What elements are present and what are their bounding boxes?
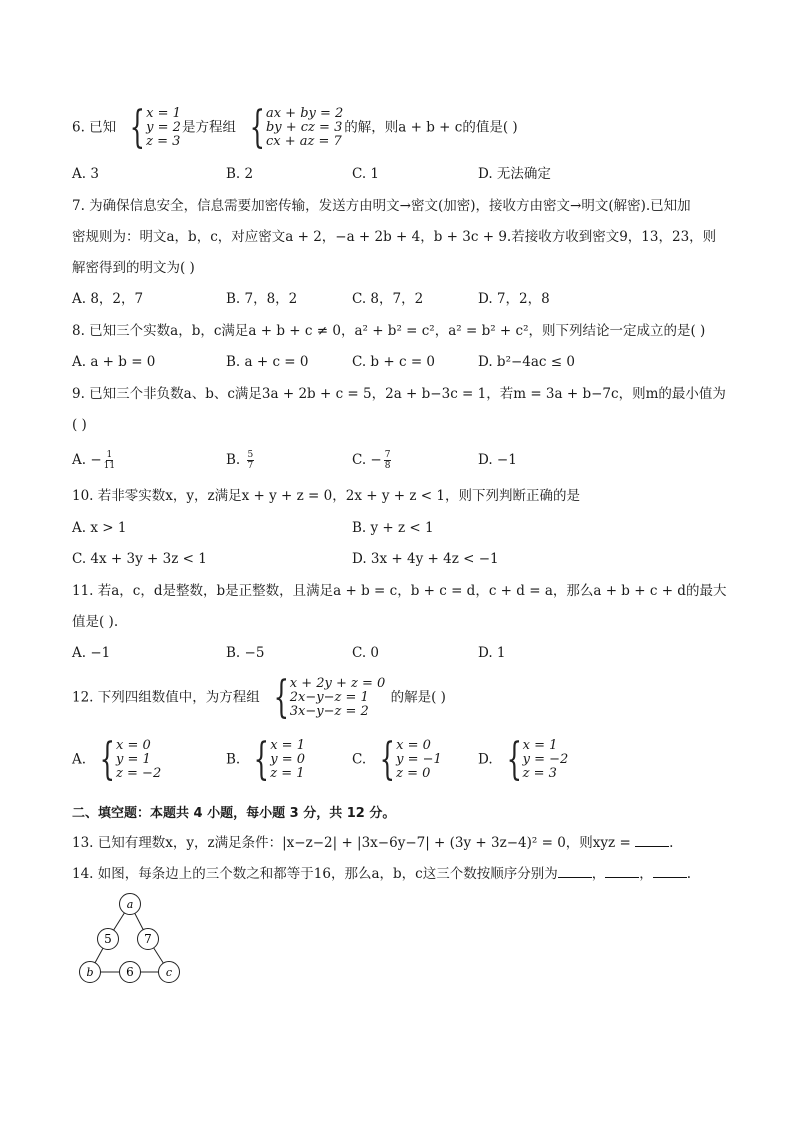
section-heading-fill-in: 二、填空题：本题共 4 小题，每小题 3 分，共 12 分。 <box>72 806 396 821</box>
q12-option-a-label: A. <box>72 751 87 768</box>
q9-option-a[interactable] <box>72 450 115 471</box>
triangle-number-diagram <box>70 888 190 988</box>
q14-text: 14. 如图，每条边上的三个数之和都等于16，那么a，b，c这三个数按顺序分别为 <box>72 866 558 882</box>
node-b-label: b <box>86 966 94 979</box>
q7-line-1: 7. 为确保信息安全，信息需要加密传输，发送方由明文→密文(加密)，接收方由密文→明文(解密).已知加 <box>72 198 691 214</box>
system-line: y = −1 <box>396 752 442 767</box>
question-14 <box>72 863 722 884</box>
q6-suffix: 的解，则a + b + c的值是( ) <box>344 119 518 136</box>
q9-option-b-label: B. <box>226 452 245 468</box>
question-13 <box>72 832 722 853</box>
q12-equation-system: { x + 2y + z = 0 2x−y−z = 1 3x−y−z = 2 <box>273 672 386 723</box>
fraction-denominator: 8 <box>384 461 391 471</box>
node-7-label: 7 <box>144 932 152 946</box>
system-line: x = 1 <box>522 738 558 753</box>
fraction-denominator: 7 <box>247 461 254 471</box>
system-line: x = 0 <box>116 738 151 753</box>
q11-line-1: 11. 若a，c，d是整数，b是正整数，且满足a + b = c，b + c = d，c + d = a，那么a + b + c + d的最大 <box>72 583 727 599</box>
q12-option-d[interactable] <box>478 734 569 785</box>
q12-option-b-system: { x = 1 y = 0 z = 1 <box>253 734 305 785</box>
q9-option-c[interactable] <box>352 450 391 471</box>
q7-line-2: 密规则为：明文a，b，c，对应密文a + 2，−a + 2b + 4，b + 3c + 9.若接收方收到密文9，13，23，则 <box>72 229 717 245</box>
system-line: z = 1 <box>270 766 305 781</box>
q9-option-c-label: C. − <box>352 452 382 468</box>
q12-option-b[interactable] <box>226 734 306 785</box>
node-a-label: a <box>126 898 134 911</box>
q7-line-3: 解密得到的明文为( ) <box>72 260 195 276</box>
q9-option-b-fraction <box>247 450 255 471</box>
q6-option-d[interactable]: D. 无法确定 <box>478 166 551 182</box>
q6-sys1-line: x = 1 <box>146 106 181 121</box>
q6-solution-system: { x = 1 y = 2 z = 3 <box>129 102 181 153</box>
q8-option-a[interactable]: A. a + b = 0 <box>72 354 156 370</box>
q7-option-a[interactable]: A. 8，2，7 <box>72 291 144 307</box>
q13-answer-blank[interactable] <box>635 832 669 847</box>
q11-option-a[interactable]: A. −1 <box>72 645 111 661</box>
q6-sys2-line: ax + by = 2 <box>265 106 344 121</box>
q12-option-c-label: C. <box>352 751 367 768</box>
q7-option-b[interactable]: B. 7，8，2 <box>226 291 298 307</box>
q12-sys-line: x + 2y + z = 0 <box>289 676 386 691</box>
fraction-numerator: 7 <box>384 450 391 460</box>
q6-option-a[interactable]: A. 3 <box>72 166 99 182</box>
q14-answer-blank-a[interactable] <box>558 863 592 878</box>
q10-option-b[interactable]: B. y + z < 1 <box>352 520 434 536</box>
q12-option-b-label: B. <box>226 751 241 768</box>
q12-suffix: 的解是( ) <box>390 689 446 706</box>
q7-option-d[interactable]: D. 7，2，8 <box>478 291 550 307</box>
q6-sys1-line: z = 3 <box>146 134 181 149</box>
fraction-denominator: 11 <box>103 461 116 471</box>
system-line: z = 3 <box>522 766 557 781</box>
q12-option-d-system: { x = 1 y = −2 z = 3 <box>506 734 569 785</box>
q12-option-a[interactable] <box>72 734 162 785</box>
q11-line-2: 值是( ). <box>72 614 119 630</box>
q6-option-b[interactable]: B. 2 <box>226 166 254 182</box>
fraction-numerator: 5 <box>247 450 254 460</box>
q10-line-1: 10. 若非零实数x，y，z满足x + y + z = 0，2x + y + z < 1，则下列判断正确的是 <box>72 488 580 504</box>
q12-option-a-system: { x = 0 y = 1 z = −2 <box>99 734 162 785</box>
node-6-label: 6 <box>126 965 134 979</box>
q9-option-b[interactable] <box>226 450 254 471</box>
q14-separator: ， <box>639 866 653 882</box>
q8-option-c[interactable]: C. b + c = 0 <box>352 354 436 370</box>
system-line: y = 1 <box>116 752 151 767</box>
q9-line-2: ( ) <box>72 417 87 433</box>
q6-sys1-line: y = 2 <box>146 120 181 135</box>
q9-option-c-fraction <box>384 450 392 471</box>
fraction-numerator: 1 <box>106 450 113 460</box>
q11-option-b[interactable]: B. −5 <box>226 645 265 661</box>
q10-option-d[interactable]: D. 3x + 4y + 4z < −1 <box>352 551 499 567</box>
q10-option-c[interactable]: C. 4x + 3y + 3z < 1 <box>72 551 207 567</box>
q14-answer-blank-c[interactable] <box>653 863 687 878</box>
q6-sys2-line: cx + az = 7 <box>265 134 342 149</box>
q12-option-c[interactable] <box>352 734 443 785</box>
system-line: y = 0 <box>270 752 305 767</box>
q10-option-a[interactable]: A. x > 1 <box>72 520 127 536</box>
q12-option-c-system: { x = 0 y = −1 z = 0 <box>379 734 442 785</box>
q6-mid: 是方程组 <box>181 119 236 136</box>
system-line: z = −2 <box>116 766 162 781</box>
q12-prefix: 12. 下列四组数值中，为方程组 <box>72 689 260 706</box>
q12-sys-line: 2x−y−z = 1 <box>289 690 369 705</box>
q9-line-1: 9. 已知三个非负数a、b、c满足3a + 2b + c = 5，2a + b−3c = 1，若m = 3a + b−7c，则m的最小值为 <box>72 386 726 402</box>
q6-equation-system: { ax + by = 2 by + cz = 3 cx + az = 7 <box>249 102 344 153</box>
node-5-label: 5 <box>104 932 112 946</box>
system-line: z = 0 <box>396 766 431 781</box>
q8-line-1: 8. 已知三个实数a，b，c满足a + b + c ≠ 0，a² + b² = c²，a² = b² + c²，则下列结论一定成立的是( ) <box>72 323 706 339</box>
q9-option-a-label: A. − <box>72 452 102 468</box>
q6-prefix: 6. 已知 <box>72 119 117 136</box>
node-c-label: c <box>165 966 173 979</box>
q7-option-c[interactable]: C. 8，7，2 <box>352 291 424 307</box>
question-12 <box>72 672 722 723</box>
q12-option-d-label: D. <box>478 751 493 768</box>
q6-sys2-line: by + cz = 3 <box>265 120 343 135</box>
question-6 <box>72 102 722 153</box>
q11-option-c[interactable]: C. 0 <box>352 645 380 661</box>
q14-separator: ， <box>591 866 606 882</box>
q13-text: 13. 已知有理数x，y，z满足条件：|x−z−2| + |3x−6y−7| + (3y + 3z−4)² = 0，则xyz = <box>72 835 631 851</box>
q13-end: . <box>669 835 674 851</box>
q14-answer-blank-b[interactable] <box>605 863 639 878</box>
q8-option-b[interactable]: B. a + c = 0 <box>226 354 309 370</box>
system-line: x = 0 <box>396 738 431 753</box>
q9-option-d[interactable]: D. −1 <box>478 452 517 468</box>
system-line: y = −2 <box>522 752 569 767</box>
q9-option-a-fraction <box>104 450 115 471</box>
q12-sys-line: 3x−y−z = 2 <box>289 704 369 719</box>
q6-option-c[interactable]: C. 1 <box>352 166 380 182</box>
q11-option-d[interactable]: D. 1 <box>478 645 506 661</box>
system-line: x = 1 <box>270 738 305 753</box>
q14-end: . <box>686 866 691 882</box>
q8-option-d[interactable]: D. b²−4ac ≤ 0 <box>478 354 575 370</box>
